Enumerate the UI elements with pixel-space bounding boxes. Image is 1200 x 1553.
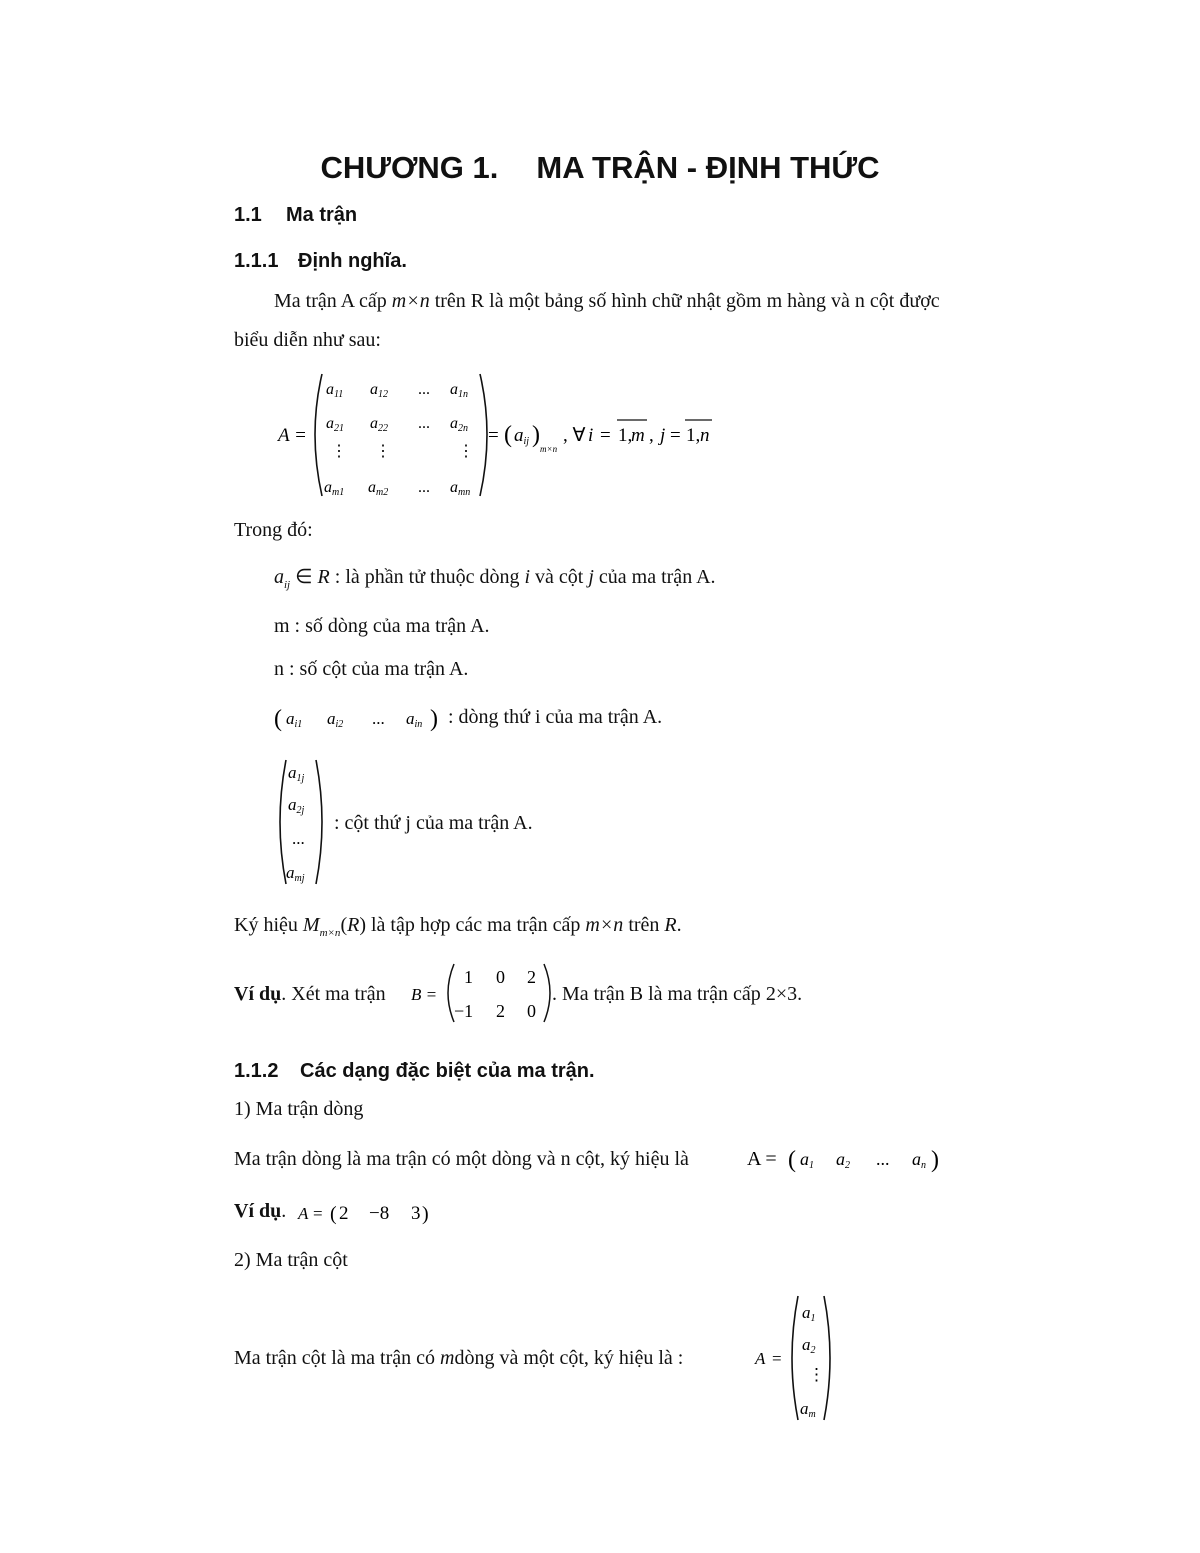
svg-text:(: (	[274, 706, 282, 732]
svg-text:i: i	[588, 425, 594, 446]
math-j: j	[588, 566, 594, 588]
math-i: i	[524, 566, 531, 588]
svg-text:−1: −1	[454, 1001, 474, 1021]
svg-text:2: 2	[527, 967, 536, 987]
section-number: 1.1.1	[234, 250, 279, 272]
math-R: R	[664, 914, 677, 936]
svg-text:=: =	[313, 1204, 323, 1223]
row-matrix-desc: Ma trận dòng là ma trận có một dòng và n cột, ký hiệu là	[234, 1148, 689, 1170]
math-size: 2×3	[765, 983, 798, 1005]
svg-text:⋮: ⋮	[808, 1365, 825, 1384]
notation-text: trên	[628, 914, 660, 936]
svg-text:a1: a1	[802, 1303, 816, 1324]
svg-text:ain: ain	[406, 709, 423, 730]
math-dimension: m×n	[585, 914, 624, 936]
where-label: Trong đó:	[234, 519, 313, 541]
section-number: 1.1.2	[234, 1060, 279, 1082]
svg-text:amj: amj	[286, 863, 305, 884]
entry-dots: ...	[418, 479, 430, 496]
svg-text:...: ...	[292, 829, 305, 848]
math-M: $M_{m\times n}$	[302, 914, 341, 939]
svg-text:(: (	[330, 1203, 337, 1225]
svg-text:1: 1	[464, 967, 473, 987]
example-label: Ví dụ	[234, 1200, 282, 1222]
section-heading-1-1-2	[234, 1060, 595, 1083]
section-title: Định nghĩa.	[298, 250, 407, 272]
chapter-number: CHƯƠNG 1.	[320, 150, 499, 185]
definition-line-2: biểu diễn như sau:	[234, 329, 381, 351]
notation-text: là tập hợp các ma trận cấp	[371, 914, 581, 936]
svg-text:0: 0	[527, 1001, 536, 1021]
svg-text:1,: 1,	[618, 425, 633, 446]
entry-a1n: a1n	[450, 381, 468, 400]
svg-text:(: (	[788, 1147, 796, 1173]
svg-text:1,: 1,	[686, 425, 701, 446]
svg-text:=: =	[488, 425, 499, 446]
notation-line: Ký hiệu $M_{m\times n}(R)$ là tập hợp các ma trận cấp m×n trên R.	[234, 914, 682, 939]
math-aij: $a_{ij}$	[274, 566, 291, 591]
chapter-name: MA TRẬN - ĐỊNH THỨC	[536, 150, 880, 185]
svg-text:...: ...	[372, 709, 385, 728]
column-vector-j	[272, 756, 334, 890]
item-text: và cột	[530, 566, 589, 588]
entry-dots: ...	[418, 381, 430, 398]
svg-text:A =: A =	[747, 1148, 777, 1170]
section-number: 1.1	[234, 204, 262, 226]
entry-a11: a11	[326, 381, 344, 400]
row-matrix-heading: 1) Ma trận dòng	[234, 1098, 364, 1120]
matrix-a-rhs	[488, 420, 712, 454]
definition-text: Ma trận A cấp	[274, 290, 387, 312]
entry-a12: a12	[370, 381, 388, 400]
entry-a22: a22	[370, 415, 388, 434]
math-dimension: m×n	[391, 290, 430, 312]
section-title: Ma trận	[286, 204, 358, 226]
svg-text:B =: B =	[411, 985, 438, 1004]
entry-a21: a21	[326, 415, 344, 434]
svg-text:m: m	[631, 425, 645, 446]
item-text: của ma trận A.	[593, 566, 716, 588]
svg-text:j: j	[660, 425, 666, 446]
entry-a2n: a2n	[450, 415, 468, 434]
where-item-aij: $a_{ij}$ ∈ R : là phần tử thuộc dòng i và cột j của ma trận A.	[274, 566, 716, 591]
section-title: Các dạng đặc biệt của ma trận.	[300, 1060, 595, 1082]
entry-vdots: ⋮	[331, 443, 347, 460]
svg-text:n: n	[700, 425, 710, 446]
right-paren	[480, 374, 487, 496]
entry-am2: am2	[368, 479, 389, 498]
entry-am1: am1	[324, 479, 345, 498]
left-paren	[315, 374, 322, 496]
row-matrix-example-math	[296, 1196, 446, 1230]
svg-text:2: 2	[339, 1203, 349, 1224]
svg-text:=: =	[772, 1349, 782, 1368]
definition-text: trên R là một bảng số hình chữ nhật gồm m hàng và n cột được	[434, 290, 940, 312]
svg-text:...: ...	[876, 1149, 890, 1169]
svg-text:a2: a2	[836, 1149, 850, 1171]
svg-text:a1: a1	[800, 1149, 814, 1171]
section-heading-1-1-1	[234, 250, 407, 273]
column-vector-desc: : cột thứ j của ma trận A.	[334, 812, 533, 834]
item-text: : là phần tử thuộc dòng	[329, 566, 525, 588]
svg-text:A: A	[298, 1204, 309, 1223]
svg-text:0: 0	[496, 967, 505, 987]
math-m: m	[440, 1347, 455, 1369]
where-item-n: n : số cột của ma trận A.	[274, 658, 469, 680]
where-item-m: m : số dòng của ma trận A.	[274, 615, 490, 637]
svg-text:): )	[422, 1203, 429, 1225]
column-matrix-desc: Ma trận cột là ma trận có mdòng và một cột, ký hiệu là :	[234, 1347, 684, 1369]
svg-text:=: =	[600, 425, 611, 446]
svg-text:ai2: ai2	[327, 709, 344, 730]
svg-text:A: A	[755, 1349, 766, 1368]
svg-text:(: (	[504, 422, 512, 448]
svg-text:−8: −8	[369, 1203, 390, 1224]
definition-line-1	[274, 290, 940, 313]
svg-text:2: 2	[496, 1001, 505, 1021]
svg-text:, ∀: , ∀	[563, 425, 586, 446]
row-vector-desc: : dòng thứ i của ma trận A.	[448, 706, 663, 728]
svg-text:=: =	[670, 425, 681, 446]
svg-text:): )	[532, 422, 540, 448]
entry-vdots: ⋮	[375, 443, 391, 460]
matrix-lhs: A =	[278, 425, 307, 446]
column-matrix-heading: 2) Ma trận cột	[234, 1249, 348, 1271]
matrix-a-entries	[324, 381, 474, 498]
svg-text:a1j: a1j	[288, 763, 305, 784]
matrix-a-equation	[270, 368, 740, 503]
svg-text:3: 3	[411, 1203, 421, 1224]
chapter-title	[0, 150, 1200, 186]
svg-text:an: an	[912, 1149, 926, 1171]
svg-text:): )	[430, 706, 438, 732]
svg-text:am: am	[800, 1399, 816, 1420]
svg-text:a2j: a2j	[288, 795, 305, 816]
svg-text:ai1: ai1	[286, 709, 303, 730]
notation-text: Ký hiệu	[234, 914, 298, 936]
svg-text:a2: a2	[802, 1335, 816, 1356]
row-matrix-notation	[744, 1140, 944, 1176]
section-heading-1-1	[234, 204, 357, 227]
entry-dots: ...	[418, 415, 430, 432]
example-b-text: Ví dụ. Xét ma trận	[234, 983, 386, 1005]
svg-text:m×n: m×n	[540, 444, 558, 454]
column-matrix-notation	[752, 1292, 842, 1424]
example-b-conclusion: . Ma trận B là ma trận cấp 2×3.	[552, 983, 803, 1005]
svg-text:,: ,	[649, 425, 654, 446]
matrix-b	[408, 960, 558, 1026]
row-vector-i	[272, 700, 447, 736]
entry-amn: amn	[450, 479, 471, 498]
entry-vdots: ⋮	[458, 443, 474, 460]
svg-text:): )	[931, 1147, 939, 1173]
row-matrix-example: Ví dụ.	[234, 1200, 287, 1222]
svg-text:aij: aij	[514, 425, 530, 447]
example-label: Ví dụ	[234, 983, 282, 1005]
